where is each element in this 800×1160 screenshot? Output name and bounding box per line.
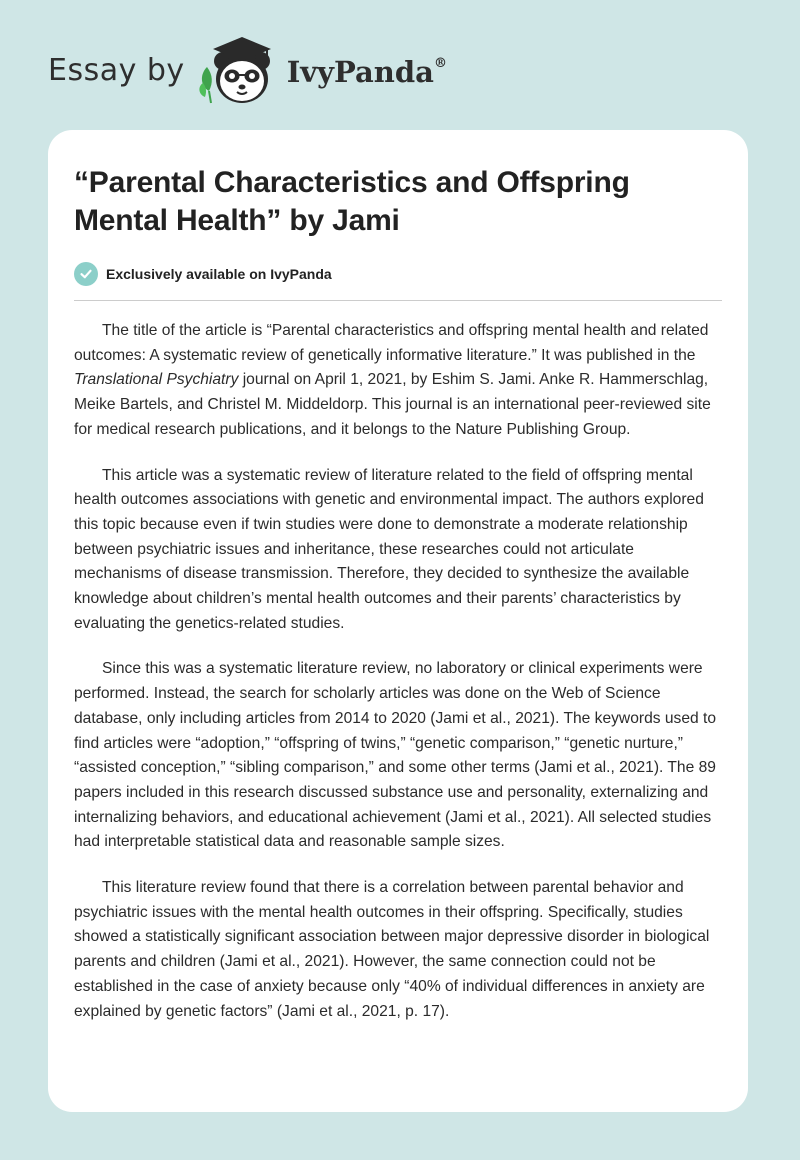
- paragraph-1-text-a: The title of the article is “Parental characteristics and offspring mental health and related outcomes: A systematic review of genetically informative literature.” It was published in the: [74, 322, 709, 364]
- check-icon: [74, 262, 98, 286]
- paragraph-1-text-b: journal on April 1, 2021, by Eshim S. Jami. Anke R. Hammerschlag, Meike Bartels, and Christel M. Middeldorp. This journal is an international peer-reviewed site for medical research publications, and it belongs to the Nature Publishing Group.: [74, 371, 711, 438]
- exclusive-badge: [74, 262, 722, 286]
- essay-title: “Parental Characteristics and Offspring Mental Health” by Jami: [74, 166, 630, 237]
- divider: [74, 300, 722, 301]
- site-header: [48, 30, 447, 110]
- ivypanda-logo-icon[interactable]: [197, 31, 283, 109]
- paragraph-3: Since this was a systematic literature review, no laboratory or clinical experiments were performed. Instead, the search for scholarly articles was done on the Web of Science database, only including articles from 2014 to 2020 (Jami et al., 2021). The keywords used to find articles were “adoption,” “offspring of twins,” “genetic comparison,” “genetic nurture,” “assisted conception,” “sibling comparison,” and some other terms (Jami et al., 2021). The 89 papers included in this research discussed substance use and personality, externalizing and internalizing behaviors, and educational achievement (Jami et al., 2021). All selected studies had interpretable statistical data and reasonable sample sizes.: [74, 660, 717, 851]
- paragraph-4: This literature review found that there is a correlation between parental behavior and psychiatric issues with the mental health outcomes in their offspring. Specifically, studies showed a statistically significant association between major depressive disorder in biological parents and children (Jami et al., 2021). However, the same connection could not be established in the case of anxiety because only “40% of individual differences in anxiety are explained by genetic factors” (Jami et al., 2021, p. 17).: [74, 879, 710, 1020]
- paragraph-2: This article was a systematic review of literature related to the field of offspring mental health outcomes associations with genetic and environmental impact. The authors explored this topic because even if twin studies were done to demonstrate a moderate relationship between psychiatric issues and inheritance, these researches could not articulate mechanisms of disease transmission. Therefore, they decided to synthesize the available knowledge about children’s mental health outcomes and their parents’ characteristics by evaluating the genetics-related studies.: [74, 466, 704, 632]
- registered-mark: ®: [433, 56, 447, 72]
- exclusive-badge-text: Exclusively available on IvyPanda: [106, 266, 332, 282]
- essay-by-label: Essay by: [48, 52, 185, 88]
- brand-text: IvyPanda: [286, 55, 434, 89]
- paragraph-1: [74, 319, 722, 443]
- essay-body: [74, 319, 722, 1024]
- essay-card: [48, 130, 748, 1112]
- journal-name: Translational Psychiatry: [74, 371, 239, 389]
- brand-name[interactable]: [287, 55, 447, 89]
